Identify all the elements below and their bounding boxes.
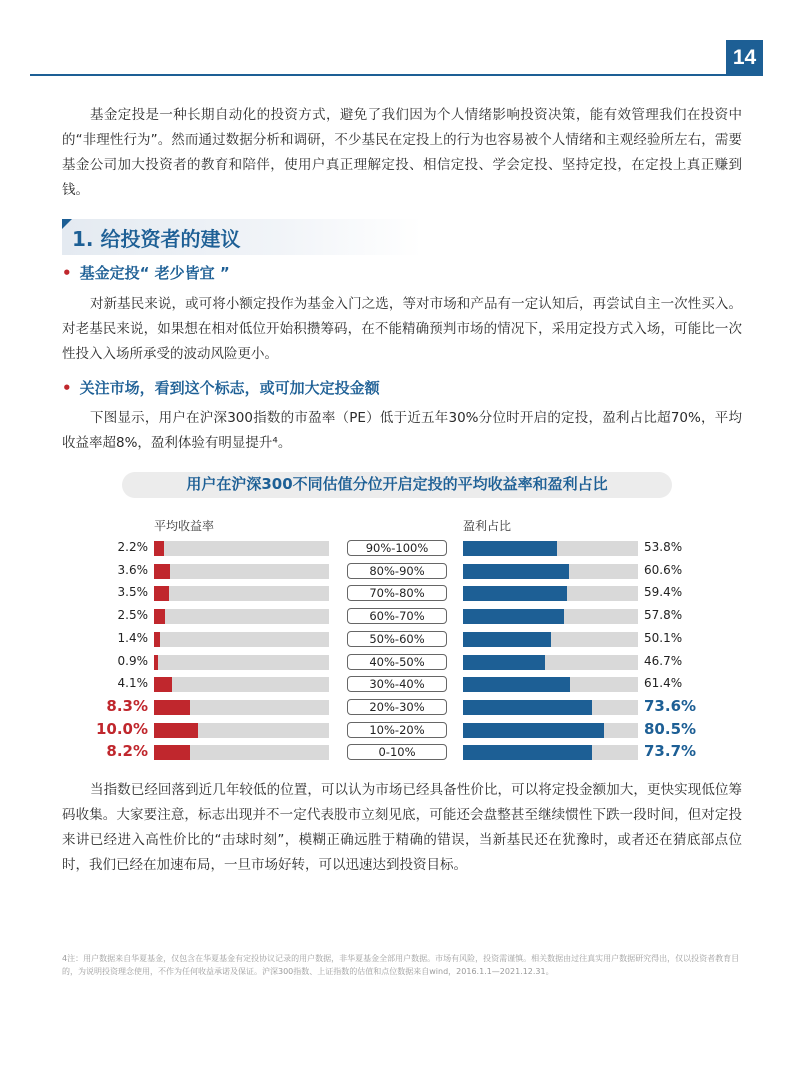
avg-return-label: 4.1% [117, 676, 148, 690]
valuation-percentile-label: 90%-100% [347, 540, 447, 556]
left-column-header: 平均收益率 [154, 519, 215, 533]
profit-ratio-bar [463, 541, 557, 556]
avg-return-bar [154, 541, 164, 556]
avg-return-bar [154, 700, 190, 715]
profit-ratio-label: 80.5% [644, 720, 697, 738]
avg-return-track [154, 586, 329, 601]
profit-ratio-bar [463, 677, 570, 692]
bullet-title-2: 关注市场，看到这个标志，或可加大定投金额 [79, 379, 380, 397]
avg-return-bar [154, 609, 165, 624]
avg-return-track [154, 541, 329, 556]
profit-ratio-bar [463, 564, 569, 579]
profit-ratio-label: 53.8% [644, 540, 683, 554]
bullet-heading-1 [62, 262, 230, 283]
avg-return-label: 8.3% [106, 697, 148, 715]
avg-return-label: 8.2% [106, 742, 148, 760]
bullet-title-1: 基金定投“ 老少皆宜 ” [79, 264, 230, 282]
profit-ratio-label: 73.7% [644, 742, 697, 760]
intro-paragraph: 基金定投是一种长期自动化的投资方式，避免了我们因为个人情绪影响投资决策，能有效管理我们在投资中的“非理性行为”。然而通过数据分析和调研，不少基民在定投上的行为也容易被个人情绪和主观经验所左右，需要基金公司加大投资者的教育和陪伴，使用户真正理解定投、相信定投、学会定投、坚持定投，在定投上真正赚到钱。 [62, 107, 742, 198]
avg-return-track [154, 632, 329, 647]
valuation-percentile-label: 10%-20% [347, 722, 447, 738]
avg-return-bar [154, 677, 172, 692]
avg-return-track [154, 677, 329, 692]
avg-return-label: 3.6% [117, 563, 148, 577]
avg-return-track [154, 655, 329, 670]
profit-ratio-label: 50.1% [644, 631, 683, 645]
chart-title: 用户在沪深300不同估值分位开启定投的平均收益率和盈利占比 [186, 475, 608, 493]
valuation-percentile-label: 20%-30% [347, 699, 447, 715]
page-number-badge [726, 40, 763, 76]
avg-return-label: 2.5% [117, 608, 148, 622]
bullet-text-2: 下图显示，用户在沪深300指数的市盈率（PE）低于近五年30%分位时开启的定投，盈利占比超70%，平均收益率超8%，盈利体验有明显提升⁴。 [62, 410, 742, 451]
valuation-percentile-label: 0-10% [347, 744, 447, 760]
bullet-heading-2 [62, 377, 380, 398]
profit-ratio-bar [463, 609, 564, 624]
avg-return-bar [154, 564, 170, 579]
valuation-percentile-label: 80%-90% [347, 563, 447, 579]
bullet-dot-icon: • [62, 379, 72, 397]
avg-return-label: 10.0% [95, 720, 148, 738]
avg-return-label: 3.5% [117, 585, 148, 599]
avg-return-bar [154, 586, 169, 601]
profit-ratio-label: 73.6% [644, 697, 697, 715]
valuation-percentile-label: 40%-50% [347, 654, 447, 670]
header-rule [30, 74, 763, 76]
profit-ratio-label: 60.6% [644, 563, 683, 577]
avg-return-track [154, 564, 329, 579]
right-column-header: 盈利占比 [463, 519, 512, 533]
valuation-percentile-label: 50%-60% [347, 631, 447, 647]
bullet-dot-icon: • [62, 264, 72, 282]
profit-ratio-bar [463, 655, 545, 670]
avg-return-bar [154, 655, 158, 670]
heading-corner-mark [62, 219, 72, 229]
avg-return-label: 2.2% [117, 540, 148, 554]
profit-ratio-label: 59.4% [644, 585, 683, 599]
valuation-percentile-label: 60%-70% [347, 608, 447, 624]
profit-ratio-bar [463, 723, 604, 738]
profit-ratio-bar [463, 745, 592, 760]
avg-return-bar [154, 745, 190, 760]
avg-return-track [154, 609, 329, 624]
profit-ratio-label: 46.7% [644, 654, 683, 668]
section-title: 1. 给投资者的建议 [72, 227, 241, 251]
valuation-percentile-label: 30%-40% [347, 676, 447, 692]
bullet-text-1: 对新基民来说，或可将小额定投作为基金入门之选，等对市场和产品有一定认知后，再尝试自主一次性买入。对老基民来说，如果想在相对低位开始积攒筹码，在不能精确预判市场的情况下，采用定投方式入场，可能比一次性投入入场所承受的波动风险更小。 [62, 296, 742, 362]
profit-ratio-label: 57.8% [644, 608, 683, 622]
profit-ratio-label: 61.4% [644, 676, 683, 690]
section-heading [62, 219, 422, 255]
footnote: 4注：用户数据来自华夏基金，仅包含在华夏基金有定投协议记录的用户数据，非华夏基金全部用户数据。市场有风险，投资需谨慎。相关数据由过往真实用户数据研究得出，仅以投资者教育目的，为说明投资理念使用，不作为任何收益承诺及保证。沪深300指数、上证指数的估值和点位数据来自wind，2016.1.1—2021.12.31。 [62, 954, 740, 976]
avg-return-bar [154, 632, 160, 647]
avg-return-bar [154, 723, 198, 738]
profit-ratio-bar [463, 586, 567, 601]
avg-return-label: 0.9% [117, 654, 148, 668]
profit-ratio-bar [463, 632, 551, 647]
profit-ratio-bar [463, 700, 592, 715]
closing-paragraph: 当指数已经回落到近几年较低的位置，可以认为市场已经具备性价比，可以将定投金额加大，更快实现低位筹码收集。大家要注意，标志出现并不一定代表股市立刻见底，可能还会盘整甚至继续惯性下跌一段时间，但对定投来讲已经进入高性价比的“击球时刻”，模糊正确远胜于精确的错误，当新基民还在犹豫时，或者还在猜底部点位时，我们已经在加速布局，一旦市场好转，可以迅速达到投资目标。 [62, 782, 742, 873]
valuation-percentile-label: 70%-80% [347, 585, 447, 601]
page-number: 14 [732, 46, 757, 69]
avg-return-label: 1.4% [117, 631, 148, 645]
